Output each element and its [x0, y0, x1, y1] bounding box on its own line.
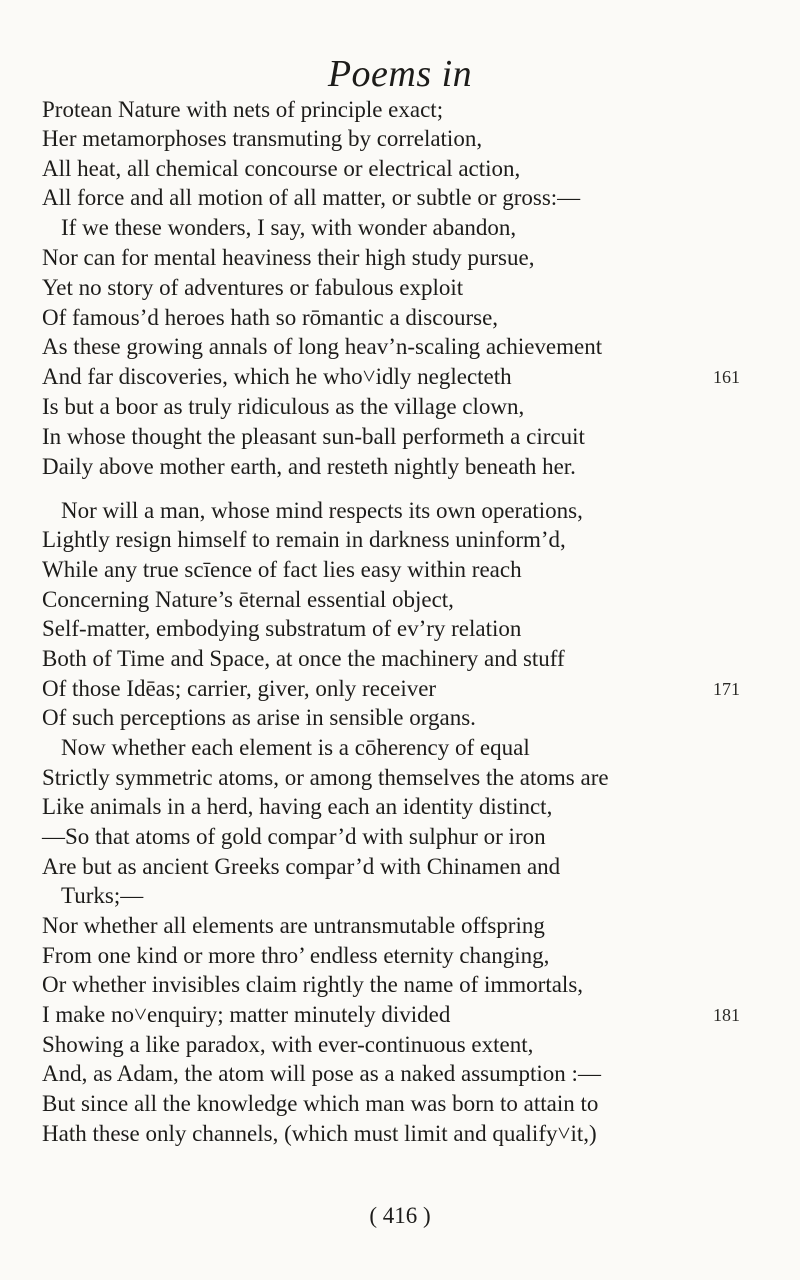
poem-line-text: Her metamorphoses transmuting by correlation, [42, 126, 483, 151]
poem-line [0, 363, 800, 391]
poem-line [0, 274, 800, 302]
poem-line-text: Daily above mother earth, and resteth nightly beneath her. [42, 454, 576, 479]
poem-line [0, 675, 800, 703]
poem-line-text: Like animals in a herd, having each an identity distinct, [42, 794, 553, 819]
poem-line-text: Concerning Nature’s ēternal essential object, [42, 587, 454, 612]
poem-line [0, 912, 800, 940]
poem-line [0, 304, 800, 332]
poem-line-text: Nor will a man, whose mind respects its own operations, [61, 498, 583, 523]
poem-line-text: In whose thought the pleasant sun-ball performeth a circuit [42, 424, 585, 449]
poem-line [0, 615, 800, 643]
poem-line [0, 453, 800, 481]
running-head: Poems in [327, 53, 473, 95]
poem-line-text: Turks;— [61, 883, 144, 908]
poem-line [0, 333, 800, 361]
poem-line-text: Nor can for mental heaviness their high study pursue, [42, 245, 535, 270]
poem-line-text: But since all the knowledge which man was born to attain to [42, 1091, 599, 1116]
line-number: 161 [713, 367, 740, 387]
poem-line [0, 556, 800, 584]
poem-line-text: Hath these only channels, (which must limit and qualify˅it,) [42, 1121, 597, 1146]
poem-line [0, 1001, 800, 1029]
poem-line [0, 853, 800, 881]
poem-line [0, 793, 800, 821]
poem-line [0, 125, 800, 153]
poem-line [0, 734, 800, 762]
poem-line-text: Nor whether all elements are untransmutable offspring [42, 913, 545, 938]
poem-line [0, 184, 800, 212]
poem-line-text: Yet no story of adventures or fabulous exploit [42, 275, 464, 300]
poem-line-text: All force and all motion of all matter, or subtle or gross:— [42, 185, 581, 210]
line-number: 171 [713, 679, 740, 699]
poem-line [0, 823, 800, 851]
poem-line-text: All heat, all chemical concourse or electrical action, [42, 156, 521, 181]
poem-line [0, 645, 800, 673]
poem-line [0, 96, 800, 124]
poem-line-text: From one kind or more thro’ endless eternity changing, [42, 943, 550, 968]
poem-line-text: Both of Time and Space, at once the machinery and stuff [42, 646, 565, 671]
poem-line [0, 764, 800, 792]
poem-line-text: Strictly symmetric atoms, or among themselves the atoms are [42, 765, 609, 790]
poem-line-text: —So that atoms of gold compar’d with sulphur or iron [42, 824, 546, 849]
poem-line-text: Or whether invisibles claim rightly the name of immortals, [42, 972, 584, 997]
poem-line-text: And, as Adam, the atom will pose as a naked assumption :— [42, 1061, 601, 1086]
poem-line [0, 497, 800, 525]
poem-line-text: Is but a boor as truly ridiculous as the village clown, [42, 394, 525, 419]
poem-line [0, 704, 800, 732]
poem-line-text: As these growing annals of long heav’n-scaling achievement [42, 334, 603, 359]
poem-line-text: Lightly resign himself to remain in darkness uninform’d, [42, 527, 566, 552]
poem-line-text: Are but as ancient Greeks compar’d with Chinamen and [42, 854, 561, 879]
poem-line [0, 393, 800, 421]
poem-line-text: Now whether each element is a cōherency of equal [61, 735, 530, 760]
poem-line [0, 214, 800, 242]
poem-line [0, 1120, 800, 1148]
poem-line [0, 1060, 800, 1088]
poem-line-text: Of such perceptions as arise in sensible organs. [42, 705, 476, 730]
poem-line-text: I make no˅enquiry; matter minutely divided [42, 1002, 451, 1027]
poem-line-text: Protean Nature with nets of principle exact; [42, 97, 444, 122]
poem-line [0, 423, 800, 451]
poem-line [0, 586, 800, 614]
poem-line-text: Self-matter, embodying substratum of ev’ry relation [42, 616, 522, 641]
poem-line [0, 155, 800, 183]
poem-line-text: Showing a like paradox, with ever-continuous extent, [42, 1032, 534, 1057]
poem-line-text: While any true scīence of fact lies easy within reach [42, 557, 522, 582]
line-number: 181 [713, 1005, 740, 1025]
poem-line-text: If we these wonders, I say, with wonder abandon, [61, 215, 517, 240]
poem-line-text: And far discoveries, which he who˅idly neglecteth [42, 364, 512, 389]
poem-line [0, 971, 800, 999]
poem-line [0, 942, 800, 970]
poem-line [0, 1031, 800, 1059]
poem-line-text: Of famous’d heroes hath so rōmantic a discourse, [42, 305, 499, 330]
poem-line-text: Of those Idēas; carrier, giver, only receiver [42, 676, 437, 701]
page-number: ( 416 ) [369, 1203, 431, 1228]
poem-line [0, 526, 800, 554]
poem-line [0, 1090, 800, 1118]
poem-line [0, 882, 800, 910]
poem-line [0, 244, 800, 272]
